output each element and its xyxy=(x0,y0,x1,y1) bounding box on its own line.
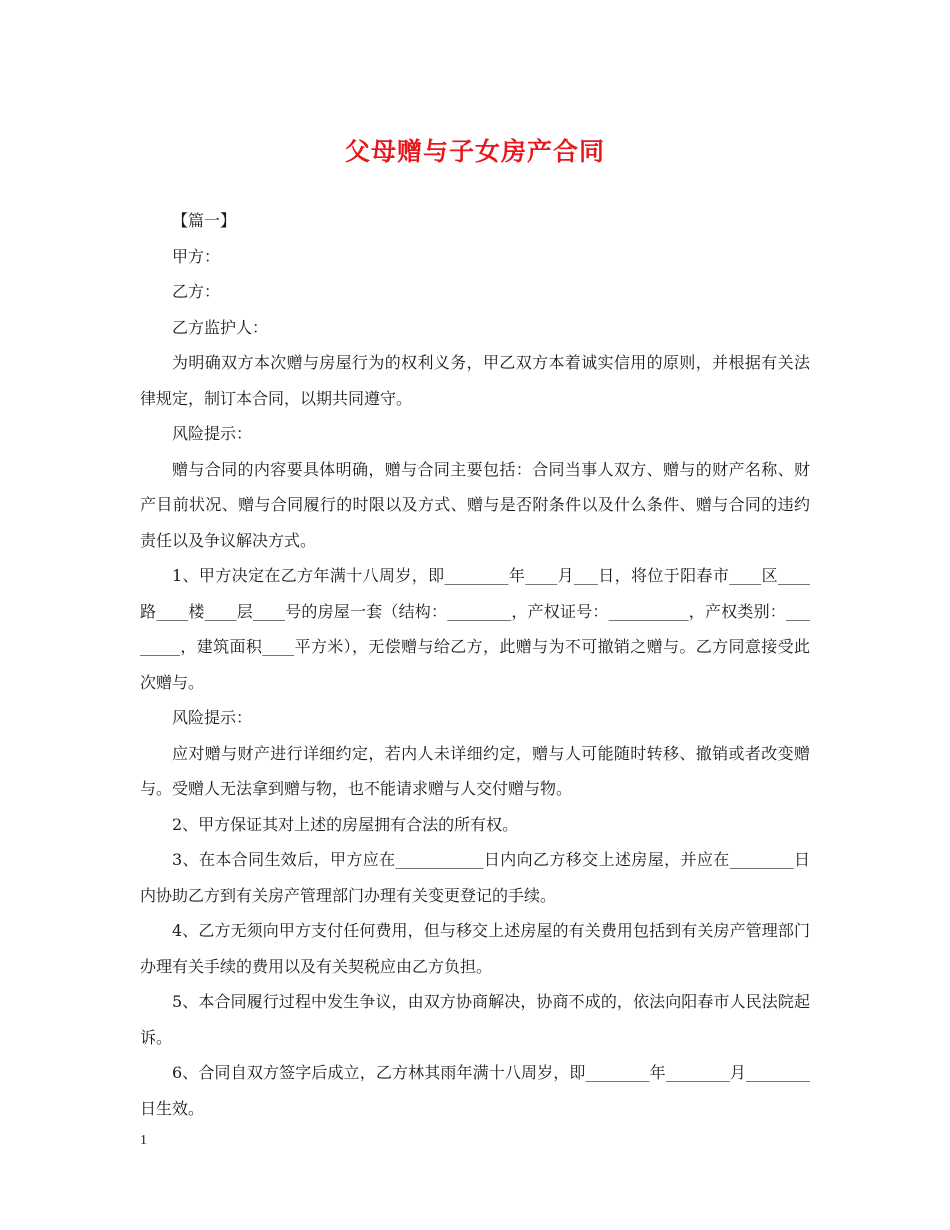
clause-3: 3、在本合同生效后，甲方应在___________日内向乙方移交上述房屋，并应在________日内协助乙方到有关房产管理部门办理有关变更登记的手续。 xyxy=(140,850,810,905)
risk-notice-paragraph: 应对赠与财产进行详细约定，若内人未详细约定，赠与人可能随时转移、撤销或者改变赠与。受赠人无法拿到赠与物，也不能请求赠与人交付赠与物。 xyxy=(140,743,810,798)
page-number: 1 xyxy=(140,1133,147,1148)
clause-6: 6、合同自双方签字后成立，乙方林其雨年满十八周岁，即________年________月________日生效。 xyxy=(140,1063,810,1118)
risk-notice-heading: 风险提示： xyxy=(172,708,253,727)
document-title: 父母赠与子女房产合同 xyxy=(344,137,605,166)
risk-notice-paragraph: 赠与合同的内容要具体明确，赠与合同主要包括：合同当事人双方、赠与的财产名称、财产目前状况、赠与合同履行的时限以及方式、赠与是否附条件以及什么条件、赠与合同的违约责任以及争议解决方式。 xyxy=(140,459,810,550)
clause-2: 2、甲方保证其对上述的房屋拥有合法的所有权。 xyxy=(172,814,519,834)
party-b-line: 乙方： xyxy=(172,282,221,301)
clause-4: 4、乙方无须向甲方支付任何费用，但与移交上述房屋的有关费用包括到有关房产管理部门办理有关手续的费用以及有关契税应由乙方负担。 xyxy=(140,921,810,976)
preamble-paragraph: 为明确双方本次赠与房屋行为的权利义务，甲乙双方本着诚实信用的原则，并根据有关法律规定，制订本合同，以期共同遵守。 xyxy=(140,353,810,408)
guardian-line: 乙方监护人： xyxy=(172,317,269,337)
risk-notice-heading: 风险提示： xyxy=(172,424,253,443)
party-a-line: 甲方： xyxy=(172,246,221,266)
document-body xyxy=(140,203,810,1126)
clause-1: 1、甲方决定在乙方年满十八周岁，即________年____月___日，将位于阳春市____区____路____楼____层____号的房屋一套（结构：________，产权证号：__________，产权类别：________，建筑面积____平方米），无偿赠与给乙方，此赠与为不可撤销之赠与。乙方同意接受此次赠与。 xyxy=(140,566,810,692)
clause-5: 5、本合同履行过程中发生争议，由双方协商解决，协商不成的，依法向阳春市人民法院起诉。 xyxy=(140,992,810,1047)
section-heading: 【篇一】 xyxy=(172,211,237,230)
